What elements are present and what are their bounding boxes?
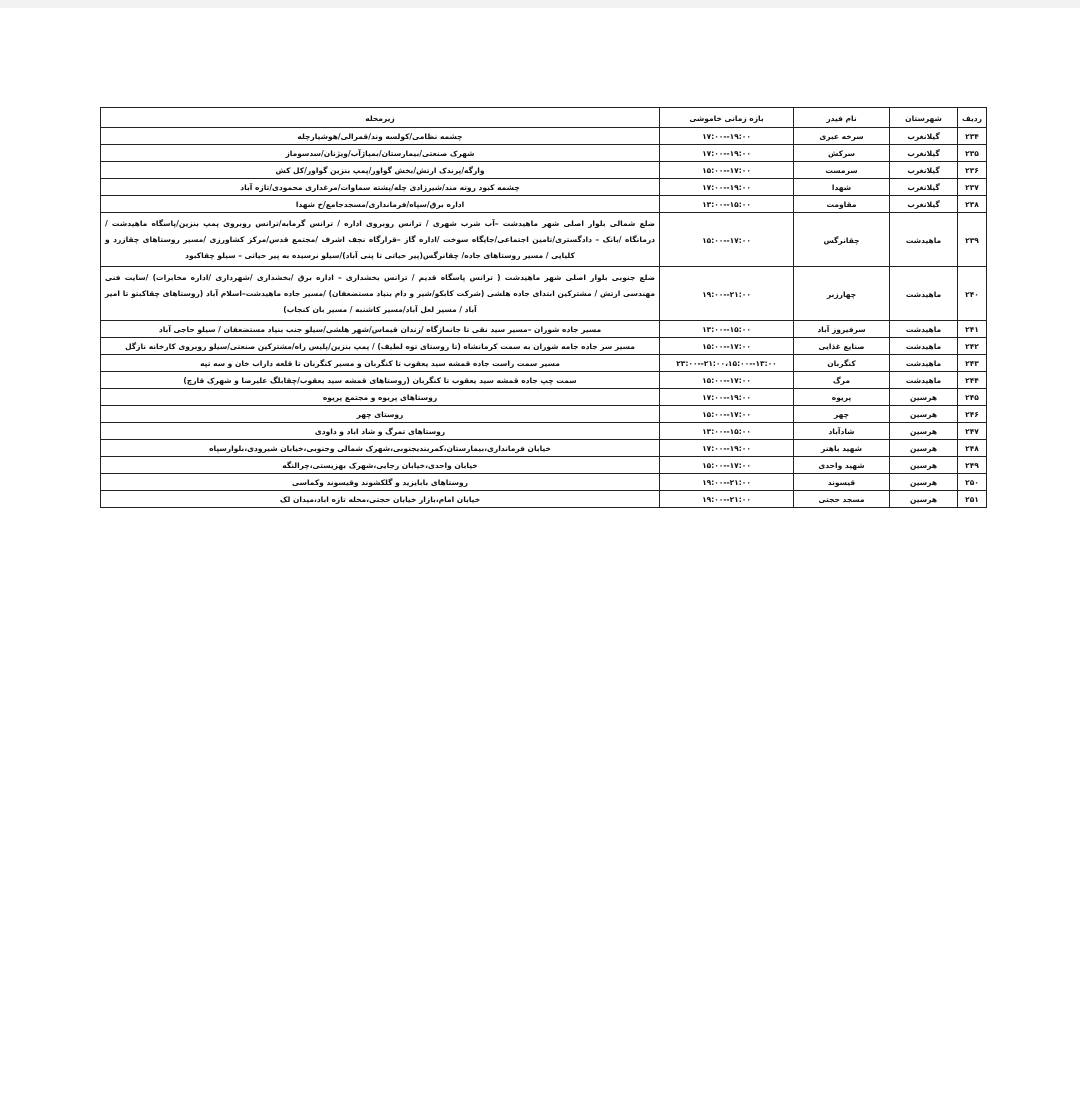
table-row (101, 338, 987, 355)
cell-period: ۱۹:۰۰--۲۱:۰۰ (660, 491, 794, 508)
cell-city: گیلانغرب (890, 196, 958, 213)
cell-sub-area: روستاهای پریوه و مجتمع پریوه (101, 389, 660, 406)
table-row (101, 128, 987, 145)
table-row (101, 213, 987, 267)
table-row (101, 389, 987, 406)
cell-sub-area: مسیر جاده شوران –مسیر سید نقی تا جانمازگاه /زندان قیماس/شهر هلشی/سیلو جنب بنیاد مستضعفان / سیلو حاجی آباد (101, 321, 660, 338)
cell-sub-area: مسیر سمت راست جاده قمشه سید یعقوب تا کنگربان و مسیر کنگربان تا قلعه داراب خان و سه تپه (101, 355, 660, 372)
cell-sub-area: چشمه کبود روته مند/شیرزادی چله/پشته سماوات/مرغداری محمودی/تازه آباد (101, 179, 660, 196)
table-row (101, 145, 987, 162)
cell-row-number: ۲۳۶ (958, 162, 987, 179)
cell-sub-area: مسیر سر جاده جامه شوران به سمت کرمانشاه (تا روستای توه لطیف) / پمپ بنزین/پلیس راه/مشترکین صنعتی/سیلو روبروی کارخانه نازگل (101, 338, 660, 355)
table-body (101, 128, 987, 508)
cell-feeder: سرکش (794, 145, 890, 162)
cell-city: گیلانغرب (890, 162, 958, 179)
cell-city: گیلانغرب (890, 145, 958, 162)
cell-period: ۱۷:۰۰--۱۹:۰۰ (660, 128, 794, 145)
cell-sub-area: خیابان واحدی،خیابان رجایی،شهرک بهزیستی،چرالنگه (101, 457, 660, 474)
cell-city: هرسین (890, 440, 958, 457)
cell-row-number: ۲۳۸ (958, 196, 987, 213)
cell-feeder: شهید باهنر (794, 440, 890, 457)
cell-feeder: مرگ (794, 372, 890, 389)
cell-city: هرسین (890, 457, 958, 474)
cell-row-number: ۲۴۱ (958, 321, 987, 338)
cell-feeder: مسجد حجتی (794, 491, 890, 508)
table-row (101, 372, 987, 389)
cell-row-number: ۲۴۸ (958, 440, 987, 457)
table-row (101, 355, 987, 372)
cell-row-number: ۲۴۲ (958, 338, 987, 355)
cell-feeder: شهدا (794, 179, 890, 196)
cell-period: ۱۷:۰۰--۱۹:۰۰ (660, 145, 794, 162)
table-row (101, 321, 987, 338)
table-row (101, 196, 987, 213)
table-row (101, 474, 987, 491)
cell-feeder: شهید واحدی (794, 457, 890, 474)
cell-city: هرسین (890, 406, 958, 423)
cell-sub-area: روستای چهر (101, 406, 660, 423)
cell-city: ماهیدشت (890, 355, 958, 372)
outage-table (100, 107, 987, 508)
cell-feeder: سرخه عبری (794, 128, 890, 145)
cell-city: هرسین (890, 389, 958, 406)
cell-row-number: ۲۵۱ (958, 491, 987, 508)
cell-sub-area: سمت چپ جاده قمشه سید یعقوب تا کنگربان (روستاهای قمشه سید یعقوب/چقابلگ علیرضا و شهرک قارچ) (101, 372, 660, 389)
cell-row-number: ۲۴۵ (958, 389, 987, 406)
cell-sub-area: اداره برق/سپاه/فرمانداری/مسجدجامع/خ شهدا (101, 196, 660, 213)
cell-city: هرسین (890, 474, 958, 491)
cell-city: گیلانغرب (890, 128, 958, 145)
cell-period: ۱۵:۰۰--۱۷:۰۰ (660, 457, 794, 474)
cell-feeder: چهارزبر (794, 267, 890, 321)
cell-feeder: کنگربان (794, 355, 890, 372)
table-row (101, 457, 987, 474)
cell-feeder: پریوه (794, 389, 890, 406)
table-row (101, 179, 987, 196)
cell-period: ۱۷:۰۰--۱۹:۰۰ (660, 440, 794, 457)
cell-row-number: ۲۴۰ (958, 267, 987, 321)
cell-sub-area: خیابان امام،بازار خیابان حجتی،محله تازه اباد،میدان لک (101, 491, 660, 508)
table-row (101, 423, 987, 440)
cell-sub-area: روستاهای تمرگ و شاد اباد و داودی (101, 423, 660, 440)
cell-feeder: شادآباد (794, 423, 890, 440)
cell-row-number: ۲۵۰ (958, 474, 987, 491)
cell-row-number: ۲۴۴ (958, 372, 987, 389)
cell-feeder: قیسوند (794, 474, 890, 491)
cell-period: ۱۳:۰۰--۱۵:۰۰ (660, 196, 794, 213)
table-row (101, 491, 987, 508)
outage-schedule-document (100, 107, 987, 508)
table-header-row (101, 108, 987, 128)
cell-feeder: چهر (794, 406, 890, 423)
cell-period: ۱۹:۰۰--۲۱:۰۰ (660, 267, 794, 321)
cell-city: ماهیدشت (890, 321, 958, 338)
cell-city: ماهیدشت (890, 267, 958, 321)
cell-row-number: ۲۳۹ (958, 213, 987, 267)
cell-row-number: ۲۳۷ (958, 179, 987, 196)
cell-period: ۱۵:۰۰--۱۷:۰۰ (660, 213, 794, 267)
cell-sub-area: چشمه نظامی/کولسه وند/قمرالی/هوشیارچله (101, 128, 660, 145)
top-bar (0, 0, 1080, 8)
cell-feeder: سرمست (794, 162, 890, 179)
cell-sub-area: وارگه/پرندک ارتش/بخش گواور/پمپ بنزین گواور/کل کش (101, 162, 660, 179)
header-row-number: ردیف (958, 108, 987, 128)
header-period: بازه زمانی خاموشی (660, 108, 794, 128)
cell-period: ۱۵:۰۰--۱۷:۰۰ (660, 338, 794, 355)
cell-city: ماهیدشت (890, 213, 958, 267)
cell-row-number: ۲۳۴ (958, 128, 987, 145)
cell-period: ۱۷:۰۰--۱۹:۰۰ (660, 389, 794, 406)
cell-sub-area: شهرک صنعتی/بیمارستان/بمیاژآب/ویژنان/سدسوماز (101, 145, 660, 162)
header-feeder: نام فیدر (794, 108, 890, 128)
cell-row-number: ۲۴۹ (958, 457, 987, 474)
cell-row-number: ۲۴۳ (958, 355, 987, 372)
cell-city: هرسین (890, 491, 958, 508)
cell-sub-area: ضلع شمالی بلوار اصلی شهر ماهیدشت –آب شرب شهری / ترانس روبروی اداره / ترانس گرمابه/ترانس روبروی پمپ بنزین/پاسگاه ماهیدشت / درمانگاه /بانک – دادگستری/تامین اجتماعی/جایگاه سوخت /اداره گاز –قرارگاه نجف اشرف /مجتمع قدس/مرکز کشاورزی /مسیر روستاهای چقازرد و کلیایی / مسیر روستاهای جاده/ چقانرگس(پیر حیاتی تا پنی آباد)/سیلو نرسیده به پیر حیاتی – سیلو چقاکبود (101, 213, 660, 267)
cell-city: ماهیدشت (890, 372, 958, 389)
cell-period: ۱۵:۰۰--۱۷:۰۰ (660, 372, 794, 389)
header-sub-area: زیرمحله (101, 108, 660, 128)
table-row (101, 267, 987, 321)
table-row (101, 162, 987, 179)
cell-city: ماهیدشت (890, 338, 958, 355)
cell-city: هرسین (890, 423, 958, 440)
cell-period: ۱۳:۰۰--۱۵:۰۰ (660, 321, 794, 338)
cell-row-number: ۲۴۶ (958, 406, 987, 423)
header-city: شهرستان (890, 108, 958, 128)
table-row (101, 440, 987, 457)
table-row (101, 406, 987, 423)
cell-row-number: ۲۳۵ (958, 145, 987, 162)
cell-period: ۱۷:۰۰--۱۹:۰۰ (660, 179, 794, 196)
cell-feeder: صنایع غذایی (794, 338, 890, 355)
cell-sub-area: خیابان فرمانداری،بیمارستان،کمربندیجنوبی،شهرک شمالی وجنوبی،خیابان شیرودی،بلوارسپاه (101, 440, 660, 457)
cell-period: ۱۳:۰۰--۱۵:۰۰ (660, 423, 794, 440)
cell-row-number: ۲۴۷ (958, 423, 987, 440)
cell-sub-area: ضلع جنوبی بلوار اصلی شهر ماهیدشت ( ترانس پاسگاه قدیم / ترانس بخشداری – اداره برق /بخشداری /شهرداری /اداره مخابرات) /سایت فنی مهندسی ارتش / مشترکین ابتدای جاده هلشی (شرکت کابکو/شیر و دام بنیاد مستضعفان) /مسیر جاده ماهیدشت–اسلام آباد (روستاهای چقاکبتو تا امیر آباد / مسیر لعل آباد/مسیر کاشنبه / مسیر بان کنجاب) (101, 267, 660, 321)
cell-period: ۱۵:۰۰--۱۷:۰۰ (660, 162, 794, 179)
cell-period: ۲۳:۰۰--۲۱:۰۰،۱۵:۰۰--۱۳:۰۰ (660, 355, 794, 372)
cell-feeder: مقاومت (794, 196, 890, 213)
cell-period: ۱۵:۰۰--۱۷:۰۰ (660, 406, 794, 423)
cell-sub-area: روستاهای بابایزید و گلکشوند وقیسوند وکماسی (101, 474, 660, 491)
cell-city: گیلانغرب (890, 179, 958, 196)
cell-period: ۱۹:۰۰--۲۱:۰۰ (660, 474, 794, 491)
cell-feeder: سرفیروز آباد (794, 321, 890, 338)
cell-feeder: چقانرگس (794, 213, 890, 267)
